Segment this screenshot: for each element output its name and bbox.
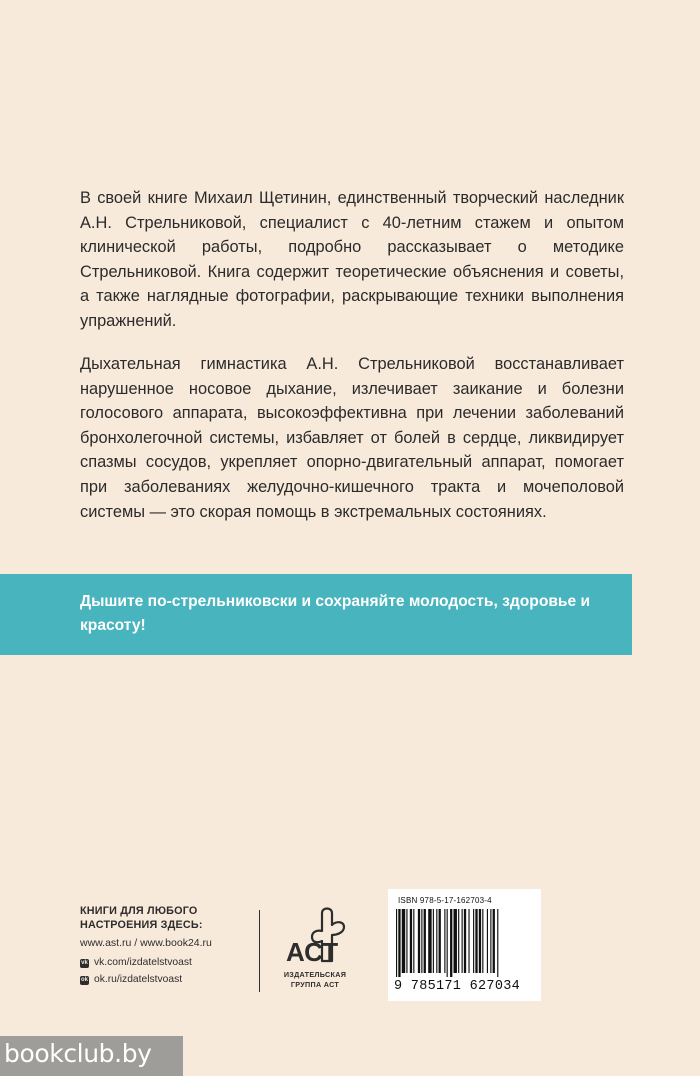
barcode-digits: 9 785171 627034 (394, 979, 521, 994)
vk-icon: vk (81, 959, 88, 966)
isbn-label: ISBN 978-5-17-162703-4 (398, 896, 492, 905)
watermark-text: bookclub.by (4, 1039, 152, 1068)
social-link-text: vk.com/izdatelstvoast (94, 957, 192, 968)
social-link-ok (80, 973, 260, 987)
isbn-barcode (388, 889, 541, 1001)
publisher-caption-line-2: ГРУППА АСТ (290, 980, 340, 989)
watermark (0, 1036, 183, 1076)
ast-logo-letters: АСТ (286, 937, 339, 967)
publisher-caption-line-1: ИЗДАТЕЛЬСКАЯ (283, 970, 347, 979)
description-paragraph-1: В своей книге Михаил Щетинин, единственный творческий наследник А.Н. Стрельниковой, специалист с 40-летним стажем и опытом клинической работы, подробно рассказывает о методике Стрельниковой. Книга содержит теоретические объяснения и советы, а также наглядные фотографии, раскрывающие техники выполнения упражнений. (80, 189, 624, 330)
slogan-banner (0, 574, 632, 655)
links-heading-line-2: НАСТРОЕНИЯ ЗДЕСЬ: (80, 919, 203, 931)
social-link-text: ok.ru/izdatelstvoast (94, 974, 183, 985)
publisher-links (80, 904, 260, 987)
barcode-bars (396, 909, 534, 977)
footer-divider (259, 910, 260, 992)
websites-text: www.ast.ru / www.book24.ru (80, 937, 212, 949)
social-link-vk (80, 956, 260, 970)
links-heading-line-1: КНИГИ ДЛЯ ЛЮБОГО (80, 905, 198, 917)
publisher-caption (268, 970, 362, 990)
ok-icon: ok (80, 976, 88, 983)
slogan-text: Дышите по-стрельниковски и сохраняйте молодость, здоровье и красоту! (80, 593, 591, 634)
description-paragraph-2: Дыхательная гимнастика А.Н. Стрельниковой восстанавливает нарушенное носовое дыхание, излечивает заикание и болезни голосового аппарата, высокоэффективна при лечении заболеваний бронхолегочной системы, избавляет от болей в сердце, ликвидирует спазмы сосудов, укрепляет опорно-двигательный аппарат, помогает при заболеваниях желудочно-кишечного тракта и мочеполовой системы — это скорая помощь в экстремальных состояниях. (80, 355, 624, 521)
